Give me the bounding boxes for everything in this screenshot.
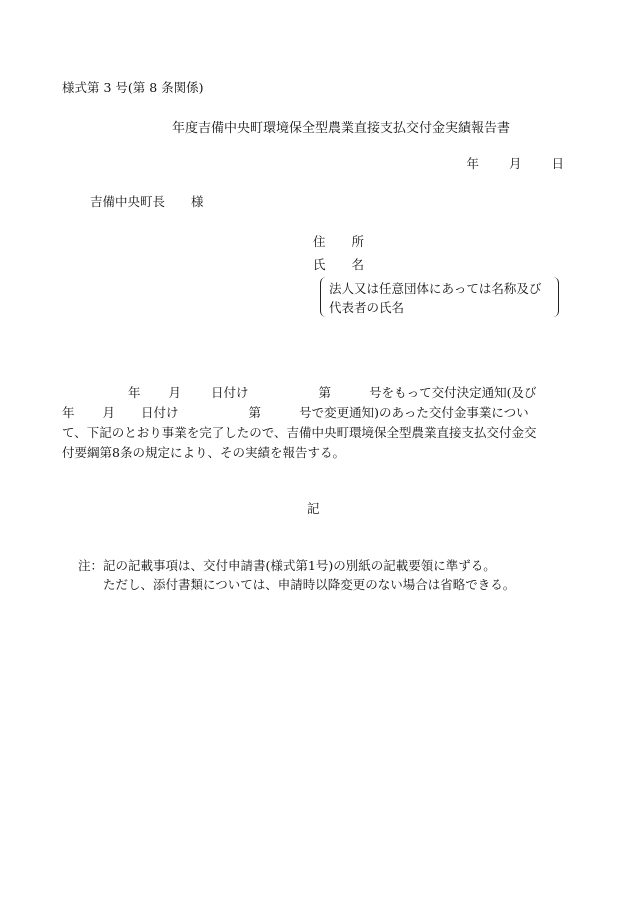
body-l1-month: 月: [168, 385, 182, 400]
addressee-honorific: 様: [191, 194, 204, 209]
body-l2-year: 年: [62, 405, 75, 420]
body-l1-year: 年: [128, 385, 141, 400]
body-line-4: 付要綱第8条の規定により、その実績を報告する。: [62, 445, 345, 460]
address-label: [313, 236, 364, 249]
date-day: 日: [551, 156, 564, 171]
body-l1-dated: 日付け: [211, 385, 249, 400]
body-l2-rest: 号で変更通知)のあった交付金事業につい: [299, 405, 529, 420]
body-l1-rest: 号をもって交付決定通知(及び: [369, 385, 537, 400]
representative-note-line1: 法人又は任意団体にあっては名称及び: [329, 281, 542, 296]
representative-note-bracket: [320, 277, 559, 317]
address-label-2: 所: [351, 234, 365, 249]
ki-heading: 記: [307, 501, 320, 516]
date-year: 年: [466, 156, 479, 171]
addressee-name: 吉備中央町長: [90, 194, 166, 209]
document-title: 年度吉備中央町環境保全型農業直接支払交付金実績報告書: [172, 121, 511, 136]
address-label-1: 住: [313, 234, 326, 249]
addressee: [90, 196, 204, 209]
note-line-1: 注：記の記載事項は、交付申請書(様式第1号)の別紙の記載要領に準ずる。: [78, 558, 496, 573]
body-line-2: [62, 407, 529, 420]
body-line-1: [62, 387, 536, 400]
body-l2-dated: 日付け: [141, 405, 179, 420]
note-line-2: ただし、添付書類については、申請時以降変更のない場合は省略できる。: [103, 577, 516, 592]
body-l1-dai: 第: [318, 385, 332, 400]
body-line-3: て、下記のとおり事業を完了したので、吉備中央町環境保全型農業直接支払交付金交: [62, 425, 537, 440]
date-month: 月: [508, 156, 522, 171]
name-label: [313, 259, 364, 272]
representative-note-line2: 代表者の氏名: [329, 300, 405, 315]
form-number: 様式第 3 号(第 8 条関係): [62, 80, 204, 95]
body-l2-month: 月: [102, 405, 116, 420]
date-line: [466, 158, 564, 171]
name-label-2: 名: [351, 257, 365, 272]
name-label-1: 氏: [313, 257, 326, 272]
body-l2-dai: 第: [248, 405, 262, 420]
